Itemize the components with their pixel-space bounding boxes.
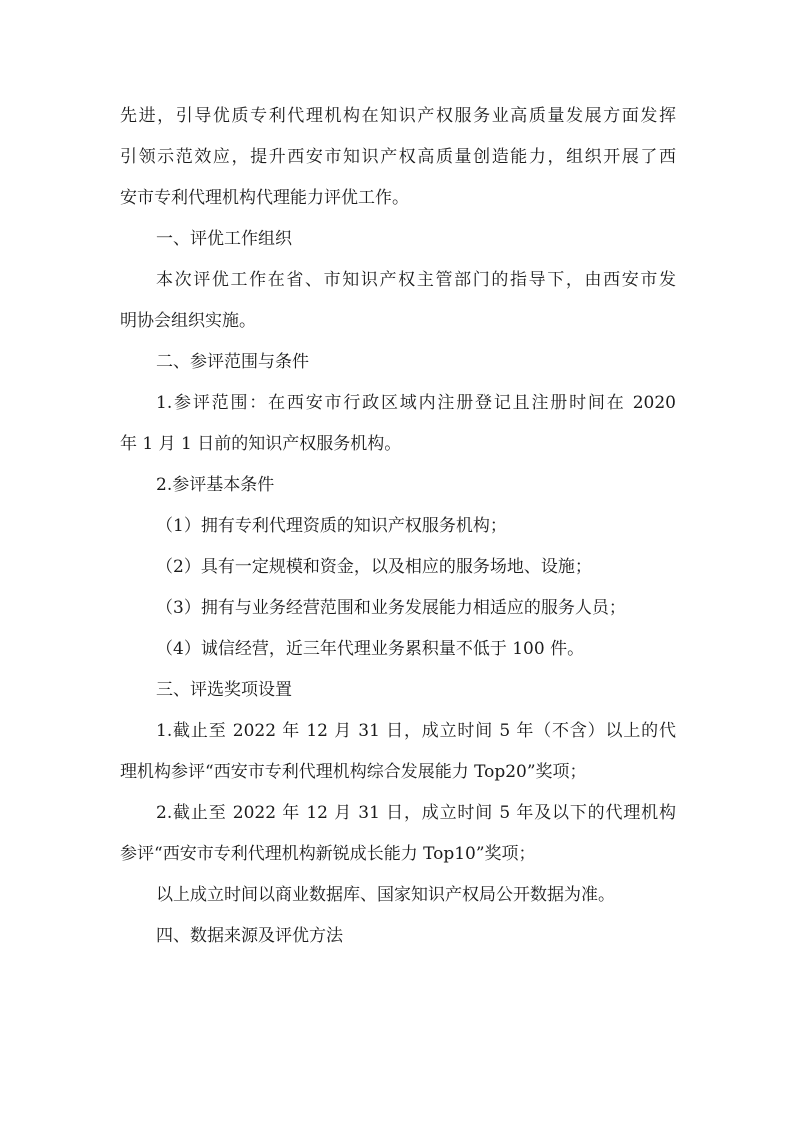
list-item: （3）拥有与业务经营范围和业务发展能力相适应的服务人员； — [156, 598, 626, 618]
section-heading: 二、参评范围与条件 — [156, 352, 309, 372]
text-line: 明协会组织实施。 — [120, 311, 256, 331]
text-line: 参评“西安市专利代理机构新锐成长能力 Top10”奖项； — [120, 844, 536, 864]
text-line: 1.参评范围：在西安市行政区域内注册登记且注册时间在 2020 — [156, 393, 676, 413]
text-line: 先进，引导优质专利代理机构在知识产权服务业高质量发展方面发挥 — [120, 106, 676, 126]
text-line: 以上成立时间以商业数据库、国家知识产权局公开数据为准。 — [156, 885, 615, 905]
text-line: 2.截止至 2022 年 12 月 31 日，成立时间 5 年及以下的代理机构 — [156, 803, 676, 823]
text-line: 引领示范效应，提升西安市知识产权高质量创造能力，组织开展了西 — [120, 147, 676, 167]
document-body — [120, 96, 676, 957]
text-line: 本次评优工作在省、市知识产权主管部门的指导下，由西安市发 — [156, 270, 676, 290]
subsection-heading: 2.参评基本条件 — [156, 475, 275, 495]
section-heading: 一、评优工作组织 — [156, 229, 292, 249]
list-item: （4）诚信经营，近三年代理业务累积量不低于 100 件。 — [156, 639, 585, 659]
text-line: 安市专利代理机构代理能力评优工作。 — [120, 188, 409, 208]
text-line: 年 1 月 1 日前的知识产权服务机构。 — [120, 434, 402, 454]
text-line: 理机构参评“西安市专利代理机构综合发展能力 Top20”奖项； — [120, 762, 587, 782]
text-line: 1.截止至 2022 年 12 月 31 日，成立时间 5 年（不含）以上的代 — [156, 721, 676, 741]
list-item: （2）具有一定规模和资金，以及相应的服务场地、设施； — [156, 557, 592, 577]
list-item: （1）拥有专利代理资质的知识产权服务机构； — [156, 516, 507, 536]
section-heading: 四、数据来源及评优方法 — [156, 926, 343, 946]
section-heading: 三、评选奖项设置 — [156, 680, 292, 700]
